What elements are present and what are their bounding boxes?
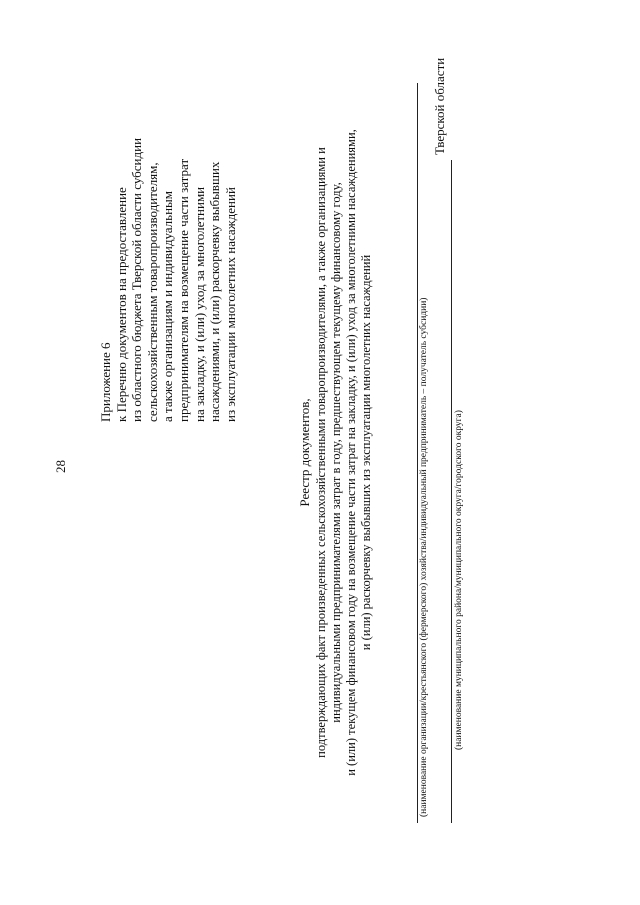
municipality-caption: (наименование муниципального района/муниципального округа/городского округа) xyxy=(454,410,464,750)
appendix-line: на закладку, и (или) уход за многолетними xyxy=(191,186,207,422)
appendix-line: из областного бюджета Тверской области субсидии xyxy=(129,137,145,422)
appendix-line: Приложение 6 xyxy=(98,342,113,422)
page-number: 28 xyxy=(53,460,68,473)
appendix-line: насаждениями, и (или) раскорчевку выбывших xyxy=(207,161,223,422)
recipient-caption: (наименование организации/крестьянского (фермерского) хозяйства/индивидуальный предприниматель – получатель субсидии) xyxy=(419,297,429,817)
recipient-underline xyxy=(417,83,418,823)
appendix-line: сельскохозяйственным товаропроизводителям, xyxy=(144,162,160,422)
appendix-line: предпринимателям на возмещение части затрат xyxy=(175,158,191,422)
registry-line: и (или) текущем финансовом году на возмещение части затрат на закладку, и (или) уход за многолетними насаждениями, xyxy=(344,129,358,776)
appendix-line: а также организациям и индивидуальным xyxy=(160,190,176,422)
region-suffix: Тверской области xyxy=(432,57,447,155)
registry-title: Реестр документов, xyxy=(297,398,312,507)
municipality-underline xyxy=(451,160,452,823)
registry-line: индивидуальными предпринимателями затрат в году, предшествующем текущему финансовому году, xyxy=(329,182,343,723)
appendix-line: к Перечню документов на предоставление xyxy=(113,187,129,422)
appendix-line: из эксплуатации многолетних насаждений xyxy=(222,187,238,422)
registry-line: и (или) раскорчевку выбывших из эксплуатации многолетних насаждений xyxy=(359,254,373,651)
registry-line: подтверждающих факт произведенных сельскохозяйственными товаропроизводителями, а также организациями и xyxy=(314,147,328,758)
registry-description xyxy=(314,0,374,905)
appendix-header xyxy=(98,138,238,422)
